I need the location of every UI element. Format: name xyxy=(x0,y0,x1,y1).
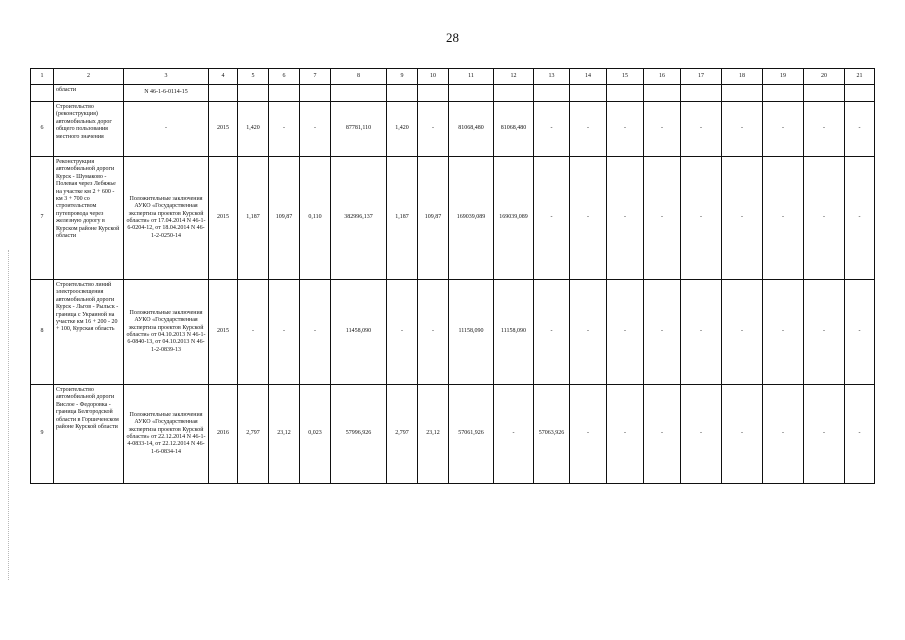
column-number-cell: 17 xyxy=(681,69,722,85)
value-cell xyxy=(331,85,387,102)
value-cell xyxy=(570,85,607,102)
value-cell: 57061,926 xyxy=(449,385,494,484)
value-cell: - xyxy=(681,385,722,484)
column-number-cell: 7 xyxy=(300,69,331,85)
value-cell: - xyxy=(804,102,845,157)
value-cell: - xyxy=(681,157,722,280)
basis-cell: Положительные заключения АУКО «Государственная экспертиза проектов Курской области» от 17.04.2014 N 46-1-6-0204-12, от 18.04.2014 N 46-1-2-0250-14 xyxy=(124,157,209,280)
column-number-cell: 2 xyxy=(54,69,124,85)
value-cell: - xyxy=(644,385,681,484)
value-cell: - xyxy=(722,157,763,280)
value-cell: - xyxy=(845,102,875,157)
value-cell: 2015 xyxy=(209,157,238,280)
value-cell: - xyxy=(300,280,331,385)
value-cell: 1,187 xyxy=(238,157,269,280)
value-cell xyxy=(449,85,494,102)
basis-cell: Положительные заключения АУКО «Государственная экспертиза проектов Курской области» от 22.12.2014 N 46-1-4-0833-14, от 22.12.2014 N 46-1-6-0834-14 xyxy=(124,385,209,484)
column-number-cell: 3 xyxy=(124,69,209,85)
value-cell: - xyxy=(681,280,722,385)
value-cell xyxy=(681,85,722,102)
row-number-cell: 9 xyxy=(31,385,54,484)
object-name-cell: Реконструкция автомобильной дороги Курск - Шумаково - Полевая через Лебяжье на участке км 2 + 600 - км 3 + 700 со строительством путепровода через железную дорогу в Курском районе Курской области xyxy=(54,157,124,280)
column-number-cell: 8 xyxy=(331,69,387,85)
value-cell: 81068,480 xyxy=(494,102,534,157)
value-cell xyxy=(607,85,644,102)
value-cell: - xyxy=(845,385,875,484)
value-cell: - xyxy=(607,385,644,484)
page-number: 28 xyxy=(446,30,459,45)
value-cell: - xyxy=(763,157,804,280)
value-cell: 2016 xyxy=(209,385,238,484)
row-number-cell: 6 xyxy=(31,102,54,157)
value-cell: - xyxy=(418,280,449,385)
value-cell: 382996,137 xyxy=(331,157,387,280)
value-cell xyxy=(845,85,875,102)
basis-cell: N 46-1-6-0114-15 xyxy=(124,85,209,102)
column-number-cell: 11 xyxy=(449,69,494,85)
column-number-cell: 20 xyxy=(804,69,845,85)
column-number-cell: 19 xyxy=(763,69,804,85)
value-cell: - xyxy=(418,102,449,157)
value-cell: - xyxy=(845,157,875,280)
value-cell: 11158,090 xyxy=(494,280,534,385)
column-number-cell: 14 xyxy=(570,69,607,85)
value-cell: - xyxy=(644,157,681,280)
column-number-cell: 13 xyxy=(534,69,570,85)
column-number-cell: 18 xyxy=(722,69,763,85)
value-cell: - xyxy=(238,280,269,385)
basis-cell: - xyxy=(124,102,209,157)
value-cell: - xyxy=(387,280,418,385)
value-cell xyxy=(418,85,449,102)
value-cell xyxy=(387,85,418,102)
value-cell: - xyxy=(644,280,681,385)
value-cell: - xyxy=(494,385,534,484)
value-cell: - xyxy=(269,280,300,385)
value-cell: 1,187 xyxy=(387,157,418,280)
value-cell: 2015 xyxy=(209,280,238,385)
column-number-cell: 16 xyxy=(644,69,681,85)
object-name-cell: Строительство (реконструкция) автомобильных дорог общего пользования местного значения xyxy=(54,102,124,157)
value-cell: 2015 xyxy=(209,102,238,157)
value-cell: - xyxy=(763,280,804,385)
table-row xyxy=(31,385,875,484)
value-cell: 109,87 xyxy=(269,157,300,280)
table-row xyxy=(31,280,875,385)
value-cell: - xyxy=(722,102,763,157)
value-cell: 57063,926 xyxy=(534,385,570,484)
column-number-cell: 1 xyxy=(31,69,54,85)
object-name-cell: Строительство линий электроосвещения автомобильной дороги Курск - Льгов - Рыльск - граница с Украиной на участке км 16 + 200 - 20 + 100, Курская область xyxy=(54,280,124,385)
value-cell xyxy=(804,85,845,102)
value-cell: 11458,090 xyxy=(331,280,387,385)
value-cell: 23,12 xyxy=(418,385,449,484)
value-cell: - xyxy=(804,280,845,385)
column-number-cell: 4 xyxy=(209,69,238,85)
value-cell: - xyxy=(804,157,845,280)
object-name-cell: области xyxy=(54,85,124,102)
value-cell: - xyxy=(570,102,607,157)
value-cell: - xyxy=(300,102,331,157)
basis-cell: Положительные заключения АУКО «Государственная экспертиза проектов Курской области» от 04.10.2013 N 46-1-6-0840-13, от 04.10.2013 N 46-1-2-0839-13 xyxy=(124,280,209,385)
value-cell: - xyxy=(534,102,570,157)
value-cell: - xyxy=(804,385,845,484)
value-cell: - xyxy=(570,157,607,280)
value-cell xyxy=(209,85,238,102)
value-cell xyxy=(238,85,269,102)
value-cell xyxy=(494,85,534,102)
value-cell: 81068,480 xyxy=(449,102,494,157)
table-row xyxy=(31,85,875,102)
value-cell: - xyxy=(570,385,607,484)
column-number-cell: 12 xyxy=(494,69,534,85)
value-cell: 0,023 xyxy=(300,385,331,484)
value-cell: 0,110 xyxy=(300,157,331,280)
row-number-cell: 8 xyxy=(31,280,54,385)
value-cell: - xyxy=(607,280,644,385)
object-name-cell: Строительство автомобильной дороги Вислое - Федоровка - граница Белгородской области в Горшеченском районе Курской области xyxy=(54,385,124,484)
value-cell xyxy=(269,85,300,102)
value-cell: - xyxy=(681,102,722,157)
value-cell: - xyxy=(607,102,644,157)
value-cell: - xyxy=(534,157,570,280)
value-cell: 2,797 xyxy=(387,385,418,484)
table-row xyxy=(31,157,875,280)
value-cell xyxy=(763,85,804,102)
column-number-cell: 21 xyxy=(845,69,875,85)
value-cell: - xyxy=(534,280,570,385)
value-cell xyxy=(300,85,331,102)
column-number-cell: 5 xyxy=(238,69,269,85)
value-cell: 87781,110 xyxy=(331,102,387,157)
column-number-cell: 6 xyxy=(269,69,300,85)
value-cell: - xyxy=(269,102,300,157)
column-number-cell: 9 xyxy=(387,69,418,85)
value-cell: - xyxy=(763,102,804,157)
value-cell: - xyxy=(607,157,644,280)
column-number-cell: 15 xyxy=(607,69,644,85)
row-number-cell xyxy=(31,85,54,102)
table-body xyxy=(31,69,875,484)
value-cell: 1,420 xyxy=(238,102,269,157)
column-number-cell: 10 xyxy=(418,69,449,85)
value-cell: 2,797 xyxy=(238,385,269,484)
value-cell: 23,12 xyxy=(269,385,300,484)
value-cell: - xyxy=(644,102,681,157)
value-cell: - xyxy=(845,280,875,385)
value-cell xyxy=(722,85,763,102)
value-cell: 169039,089 xyxy=(494,157,534,280)
value-cell: - xyxy=(722,280,763,385)
value-cell: - xyxy=(570,280,607,385)
value-cell: 109,87 xyxy=(418,157,449,280)
header-row xyxy=(31,69,875,85)
row-number-cell: 7 xyxy=(31,157,54,280)
value-cell xyxy=(534,85,570,102)
value-cell: - xyxy=(763,385,804,484)
value-cell xyxy=(644,85,681,102)
margin-rule xyxy=(8,250,9,580)
table-row xyxy=(31,102,875,157)
value-cell: 57996,926 xyxy=(331,385,387,484)
value-cell: 1,420 xyxy=(387,102,418,157)
data-table xyxy=(30,68,875,484)
value-cell: 11158,090 xyxy=(449,280,494,385)
value-cell: - xyxy=(722,385,763,484)
value-cell: 169039,089 xyxy=(449,157,494,280)
